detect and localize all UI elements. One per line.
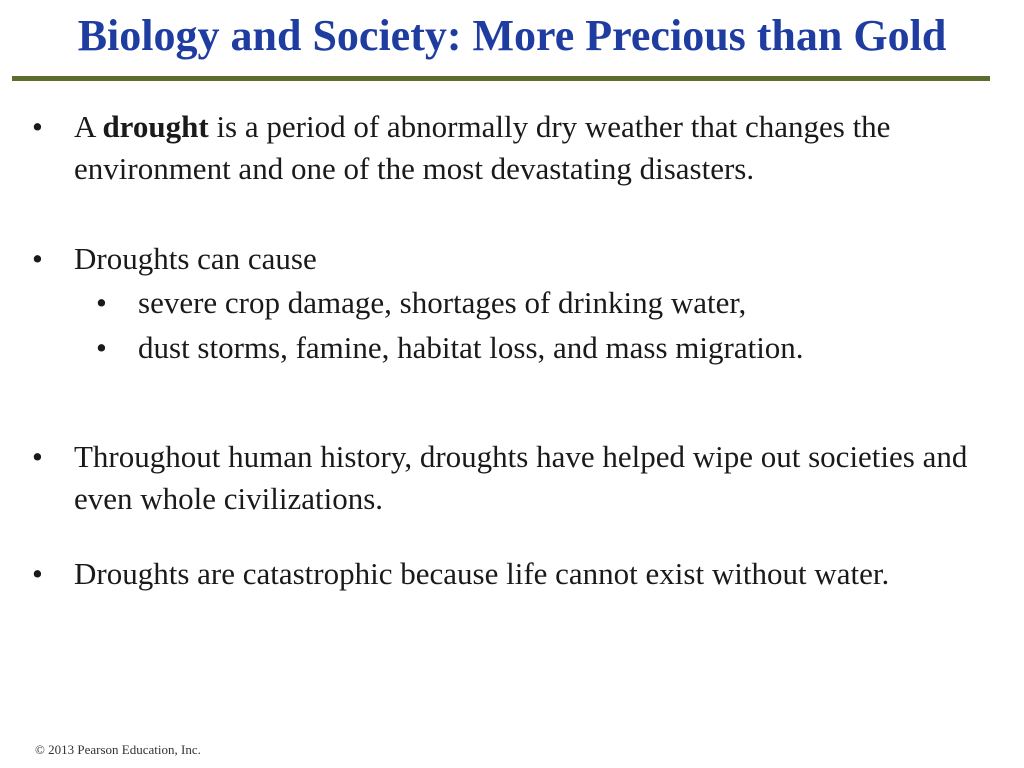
copyright-footer: © 2013 Pearson Education, Inc.	[35, 742, 201, 757]
bullet-catastrophic: • Droughts are catastrophic because life cannot exist without water.	[74, 553, 1014, 595]
sub-bullet-crop-damage: • severe crop damage, shortages of drinking water,	[138, 282, 1018, 324]
bullet-droughts-cause: • Droughts can cause	[74, 238, 1014, 280]
bullet-human-history: • Throughout human history, droughts have helped wipe out societies and even whole civilizations.	[74, 436, 1014, 520]
bold-term-drought: drought	[102, 109, 209, 144]
slide-title: Biology and Society: More Precious than Gold	[77, 11, 947, 60]
bullet-text: A	[74, 109, 103, 144]
sub-bullet-dust-storms: • dust storms, famine, habitat loss, and mass migration.	[138, 327, 1018, 369]
bullet-drought-definition	[74, 106, 1014, 190]
bullet-text: is a period of abnormally dry weather that changes the environment and one of the most devastating disasters.	[74, 109, 891, 186]
